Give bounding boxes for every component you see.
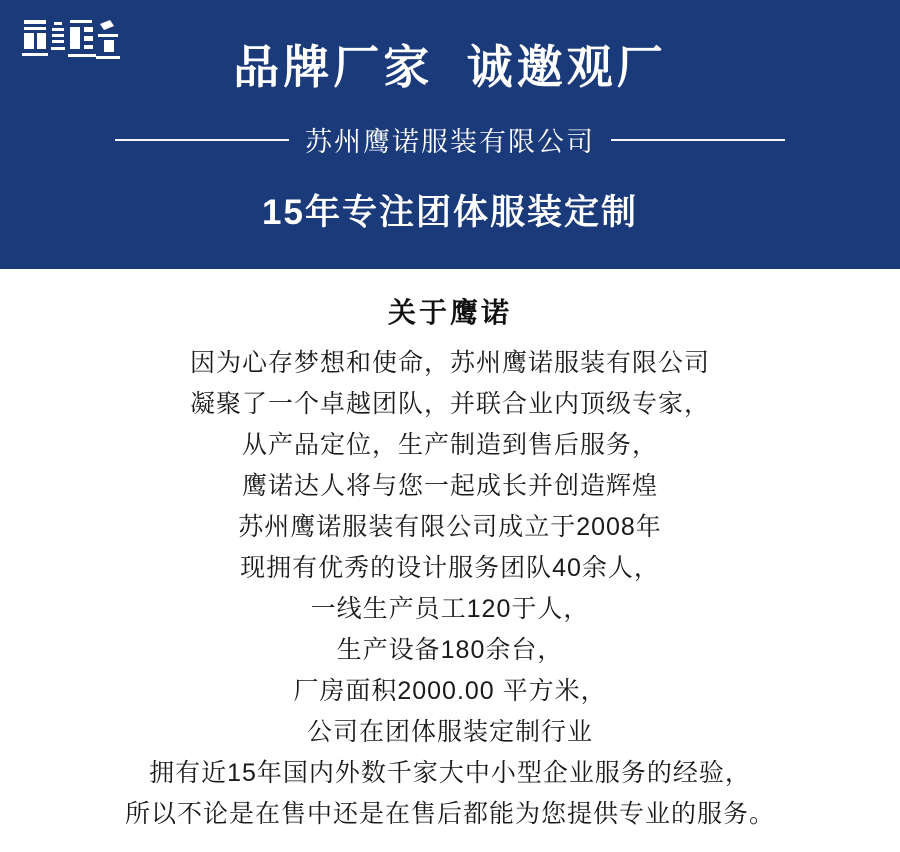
about-line: 厂房面积2000.00 平方米， [293, 677, 607, 705]
about-line: 因为心存梦想和使命，苏州鹰诺服装有限公司 [189, 349, 710, 377]
company-name: 苏州鹰诺服装有限公司 [305, 127, 595, 157]
about-line: 鹰诺达人将与您一起成长并创造辉煌 [241, 472, 658, 500]
company-name-row [115, 120, 785, 159]
divider-right [611, 139, 785, 141]
about-title: 关于鹰诺 [387, 297, 512, 328]
about-line: 公司在团体服装定制行业 [306, 718, 593, 746]
about-line: 苏州鹰诺服装有限公司成立于2008年 [238, 513, 662, 541]
yingnuo-logo-icon [18, 14, 122, 64]
banner-tagline: 15年专注团体服装定制 [262, 193, 638, 232]
about-line: 凝聚了一个卓越团队，并联合业内顶级专家， [189, 390, 710, 418]
about-line: 生产设备180余台， [336, 636, 564, 664]
banner-headline: 品牌厂家 诚邀观厂 [233, 41, 667, 93]
header-banner [0, 0, 900, 269]
about-line: 所以不论是在售中还是在售后都能为您提供专业的服务。 [124, 800, 775, 828]
about-line: 一线生产员工120于人， [310, 595, 590, 623]
about-line: 拥有近15年国内外数千家大中小型企业服务的经验， [149, 759, 751, 787]
divider-left [115, 139, 289, 141]
about-line: 从产品定位，生产制造到售后服务， [241, 431, 658, 459]
about-section [0, 269, 900, 835]
about-line: 现拥有优秀的设计服务团队40余人， [240, 554, 660, 582]
